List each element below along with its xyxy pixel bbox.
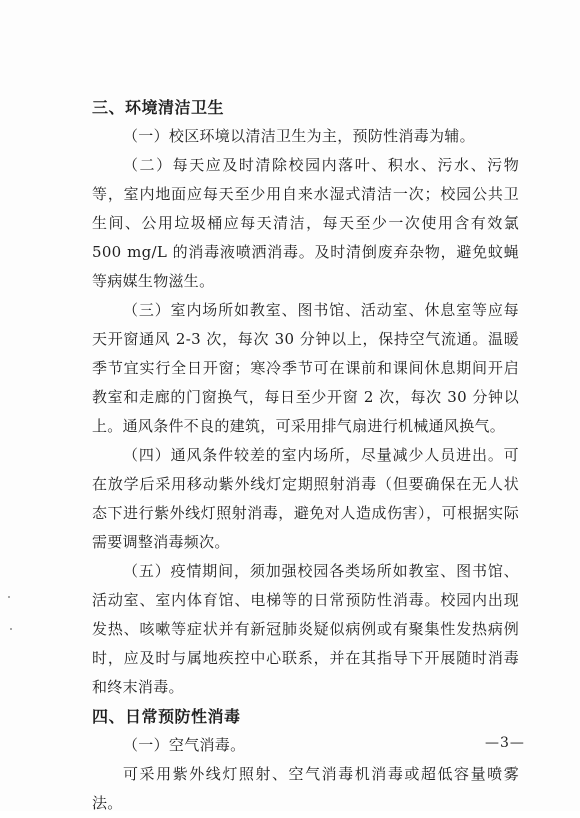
paragraph-daily-cleaning: （二）每天应及时清除校园内落叶、积水、污水、污物等，室内地面应每天至少用自来水湿式清洁一次；校园公共卫生间、公用垃圾桶应每天清洁，每天至少一次使用含有效氯 500 mg/L 的消毒液喷洒消毒。及时清倒废弃杂物，避免蚊蝇等病媒生物滋生。 <box>92 156 519 290</box>
section-heading-environment-hygiene: 三、环境清洁卫生 <box>92 98 225 117</box>
scan-speck <box>8 596 10 598</box>
paragraph-air-disinfection-methods: 可采用紫外线灯照射、空气消毒机消毒或超低容量喷雾法。 <box>92 765 519 812</box>
document-body <box>92 93 519 818</box>
section-heading-preventive-disinfection: 四、日常预防性消毒 <box>92 707 241 726</box>
paragraph-epidemic-period: （五）疫情期间，须加强校园各类场所如教室、图书馆、活动室、室内体育馆、电梯等的日常预防性消毒。校园内出现发热、咳嗽等症状并有新冠肺炎疑似病例或有聚集性发热病例时，应及时与属地疾控中心联系，并在其指导下开展随时消毒和终末消毒。 <box>92 562 519 696</box>
paragraph-campus-environment: （一）校区环境以清洁卫生为主，预防性消毒为辅。 <box>123 127 475 145</box>
paragraph-air-disinfection: （一）空气消毒。 <box>123 736 246 754</box>
paragraph-uv-disinfection: （四）通风条件较差的室内场所，尽量减少人员进出。可在放学后采用移动紫外线灯定期照射消毒（但要确保在无人状态下进行紫外线灯照射消毒，避免对人造成伤害），可根据实际需要调整消毒频次。 <box>92 446 519 551</box>
page-number: —3— <box>485 735 525 751</box>
scan-speck <box>10 628 12 630</box>
paragraph-ventilation: （三）室内场所如教室、图书馆、活动室、休息室等应每天开窗通风 2-3 次，每次 30 分钟以上，保持空气流通。温暖季节宜实行全日开窗；寒冷季节可在课前和课间休息期间开启教室和走廊的门窗换气，每日至少开窗 2 次，每次 30 分钟以上。通风条件不良的建筑，可采用排气扇进行机械通风换气。 <box>92 301 519 435</box>
